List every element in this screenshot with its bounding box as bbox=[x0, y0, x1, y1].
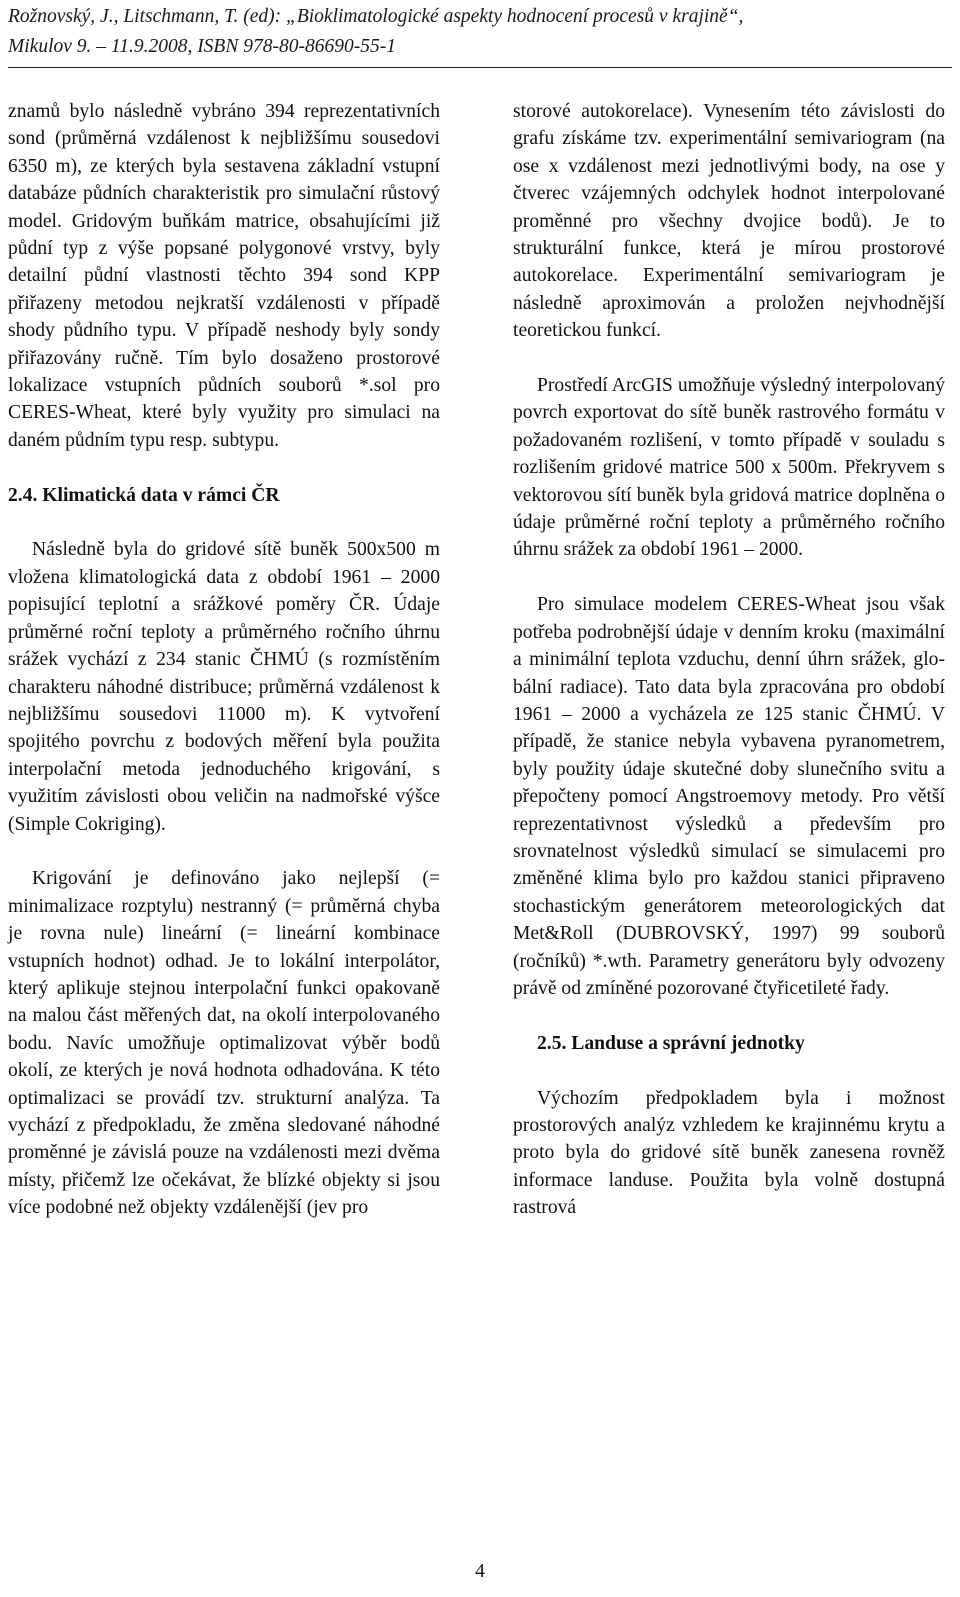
paragraph-ceres-wheat: Pro simulace modelem CERES-Wheat jsou však potřeba podrobnější údaje v denním kroku (maximální a minimální teplota vzduchu, denní úhrn srážek, globální radiace). Tato data byla zpracována pro období 1961 – 2000 a vycházela ze 125 stanic ČHMÚ. V případě, že stanice nebyla vybavena pyranometrem, byly použity údaje skutečné doby slunečního svitu a přepočteny pomocí Angstroemovy metody. Pro větší reprezentativnost výsledků a především pro srovnatelnost výsledků simulací se simulacemi pro změněné klima bylo pro každou stanici připraveno stochastickým generátorem meteorologických dat Met&Roll (DUBROVSKÝ, 1997) 99 souborů (ročníků) *.wth. Parametry generátoru byly odvozeny právě od zmíněné pozorované čtyřicetileté řady. bbox=[513, 594, 945, 999]
paragraph-landuse: Výchozím předpokladem byla i možnost prostorových analýz vzhledem ke krajinnému krytu a proto byla do gridové sítě buněk zanesena rovněž informace landuse. Použita byla volně dostupná rastrová bbox=[513, 1087, 945, 1219]
section-heading-2-4: 2.4. Klimatická data v rámci ČR bbox=[8, 484, 280, 506]
paragraph-arcgis: Prostředí ArcGIS umožňuje výsledný interpolovaný povrch exportovat do sítě buněk rastrového formátu v požadovaném rozlišení, v tomto případě v souladu s rozlišením gridové matrice 500 x 500m. Překryvem s vektorovou sítí buněk byla gridová matrice doplněna o údaje průměrné roční teploty a průměrného ročního úhrnu srážek za období 1961 – 2000. bbox=[513, 375, 945, 561]
header-line-1: Rožnovský, J., Litschmann, T. (ed): „Bioklimatologické aspekty hodnocení procesů v krajině“, bbox=[8, 6, 744, 27]
paragraph-kriging: Krigování je definováno jako nejlepší (= minimalizace rozptylu) nestranný (= průměrná chyba je rovna nule) lineární (= lineární kombinace vstupních hodnot) odhad. Je to lokální interpolátor, který aplikuje stejnou interpolační funkci opakovaně na malou část měřených dat, na okolí interpolovaného bodu. Navíc umožňuje optimalizovat výběr bodů okolí, ze kterých je nová hodnota odhadována. K této optimalizaci se provádí tzv. strukturní analýza. Ta vychází z předpokladu, že změna sledované náhodné proměnné je závislá pouze na vzdálenosti mezi dvěma místy, přičemž lze očekávat, že blízké objekty si jsou více podobné než objekty vzdálenější (jev pro bbox=[8, 868, 440, 1219]
right-column bbox=[513, 98, 945, 1222]
left-column bbox=[8, 98, 440, 1222]
header-line-2: Mikulov 9. – 11.9.2008, ISBN 978-80-86690-55-1 bbox=[8, 36, 396, 57]
running-header bbox=[8, 2, 952, 62]
paragraph-soil-probes: znamů bylo následně vybráno 394 reprezentativních sond (průměrná vzdálenost k nejbližšímu sousedovi 6350 m), ze kterých byla sestavena základní vstupní databáze půdních charakteristik pro simulační růstový model. Gridovým buňkám matrice, obsahujícími již půdní typ z výše popsané polygonové vrstvy, byly detailní půdní vlastnosti těchto 394 sond KPP přiřazeny metodou nejkratší vzdálenosti v případě shody půdního typu. V případě neshody byly sondy přiřazovány ručně. Tím bylo dosaženo prostorové lokalizace vstupních půdních souborů *.sol pro CERES-Wheat, které byly využity pro simulaci na daném půdním typu resp. subtypu. bbox=[8, 101, 440, 451]
page-number: 4 bbox=[475, 1561, 485, 1582]
header-rule bbox=[8, 67, 952, 68]
paragraph-climate-data: Následně byla do gridové sítě buněk 500x500 m vložena klimatologická data z období 1961 – 2000 popisující teplotní a srážkové poměry ČR. Údaje průměrné roční teploty a průměrného ročního úhrnu srážek vychází z 234 stanic ČHMÚ (s rozmístěním charakteru náhodné distribuce; průměrná vzdálenost k nejbližšímu sousedovi 11000 m). K vytvoření spojitého povrchu z bodových měření byla použita interpolační metoda jednoduchého krigování, s využitím závislosti obou veličin na nadmořské výšce (Simple Cokriging). bbox=[8, 539, 440, 835]
paragraph-semivariogram: storové autokorelace). Vynesením této závislosti do grafu získáme tzv. experimentální semivariogram (na ose x vzdálenost mezi jednotlivými body, na ose y čtverec vzájemných odchylek hodnot interpolované proměnné pro všechny dvojice bodů). Je to strukturální funkce, která je mírou prostorové autokorelace. Experimentální semivariogram je následně aproximován a proložen nejvhodnější teoretickou funkcí. bbox=[513, 101, 945, 342]
section-heading-2-5: 2.5. Landuse a správní jednotky bbox=[537, 1032, 805, 1054]
